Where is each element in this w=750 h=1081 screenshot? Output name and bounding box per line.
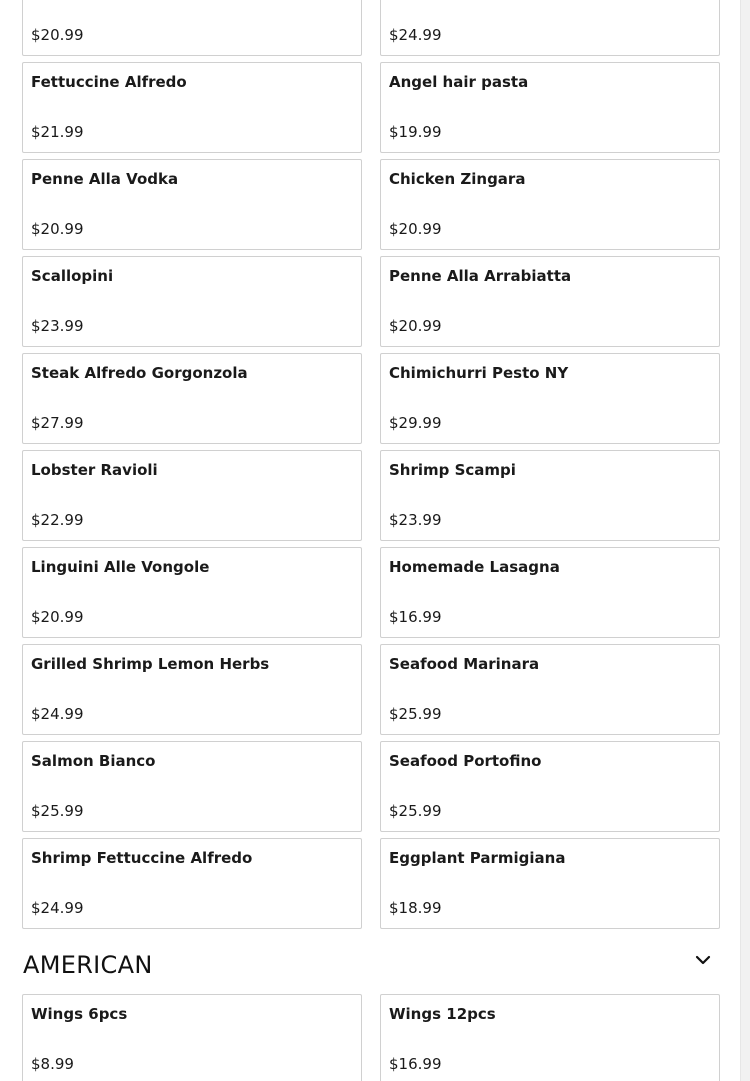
- menu-item-card[interactable]: [380, 644, 720, 735]
- menu-item-name: Homemade Lasagna: [389, 558, 560, 576]
- menu-item-card[interactable]: [22, 62, 362, 153]
- menu-item-card[interactable]: [22, 547, 362, 638]
- menu-item-name: Linguini Alle Vongole: [31, 558, 210, 576]
- menu-item-price: $23.99: [31, 317, 84, 335]
- menu-item-price: $24.99: [31, 705, 84, 723]
- menu-item-card[interactable]: [380, 353, 720, 444]
- menu-item-card[interactable]: [380, 256, 720, 347]
- menu-item-name: Grilled Shrimp Lemon Herbs: [31, 655, 270, 673]
- menu-item-name: Lobster Ravioli: [31, 461, 158, 479]
- menu-item-card[interactable]: [380, 159, 720, 250]
- menu-item-card[interactable]: [22, 256, 362, 347]
- menu-item-card[interactable]: [380, 994, 720, 1081]
- menu-item-name: Salmon Bianco: [31, 752, 156, 770]
- menu-item-name: Penne Alla Arrabiatta: [389, 267, 572, 285]
- menu-item-card[interactable]: [22, 0, 362, 56]
- menu-item-price: $20.99: [389, 220, 442, 238]
- menu-item-card[interactable]: [22, 450, 362, 541]
- menu-item-price: $19.99: [389, 123, 442, 141]
- menu-item-price: $16.99: [389, 1055, 442, 1073]
- menu-item-price: $21.99: [31, 123, 84, 141]
- menu-item-name: Shrimp Scampi: [389, 461, 516, 479]
- menu-item-name: Angel hair pasta: [389, 73, 529, 91]
- menu-item-card[interactable]: [380, 0, 720, 56]
- menu-item-card[interactable]: [22, 994, 362, 1081]
- menu-item-name: Chicken Zingara: [389, 170, 526, 188]
- menu-item-name: Wings 6pcs: [31, 1005, 128, 1023]
- menu-item-price: $20.99: [31, 26, 84, 44]
- menu-item-name: Chimichurri Pesto NY: [389, 364, 569, 382]
- section-title: AMERICAN: [23, 951, 153, 979]
- menu-item-card[interactable]: [22, 838, 362, 929]
- section-header-american[interactable]: [22, 946, 720, 986]
- menu-item-name: Eggplant Parmigiana: [389, 849, 566, 867]
- menu-item-price: $20.99: [31, 220, 84, 238]
- menu-item-price: $20.99: [389, 317, 442, 335]
- menu-item-price: $27.99: [31, 414, 84, 432]
- menu-item-name: Shrimp Fettuccine Alfredo: [31, 849, 253, 867]
- menu-item-price: $25.99: [389, 705, 442, 723]
- menu-item-name: Penne Alla Vodka: [31, 170, 179, 188]
- menu-item-name: Wings 12pcs: [389, 1005, 496, 1023]
- chevron-down-icon[interactable]: [694, 952, 712, 966]
- menu-item-price: $25.99: [31, 802, 84, 820]
- menu-item-name: Seafood Portofino: [389, 752, 542, 770]
- american-items-grid: [22, 994, 720, 1081]
- menu-item-name: Scallopini: [31, 267, 114, 285]
- page-scrollbar[interactable]: [740, 0, 750, 1081]
- menu-item-name: Steak Alfredo Gorgonzola: [31, 364, 248, 382]
- menu-item-price: $24.99: [389, 26, 442, 44]
- pasta-items-grid: [22, 0, 720, 929]
- menu-item-price: $8.99: [31, 1055, 74, 1073]
- menu-item-card[interactable]: [22, 353, 362, 444]
- menu-item-price: $25.99: [389, 802, 442, 820]
- menu-item-card[interactable]: [22, 159, 362, 250]
- menu-item-price: $22.99: [31, 511, 84, 529]
- menu-item-price: $20.99: [31, 608, 84, 626]
- menu-item-card[interactable]: [380, 62, 720, 153]
- menu-item-price: $23.99: [389, 511, 442, 529]
- menu-item-card[interactable]: [380, 741, 720, 832]
- menu-item-price: $16.99: [389, 608, 442, 626]
- menu-item-card[interactable]: [380, 838, 720, 929]
- menu-item-price: $24.99: [31, 899, 84, 917]
- menu-item-price: $29.99: [389, 414, 442, 432]
- menu-item-name: Fettuccine Alfredo: [31, 73, 187, 91]
- menu-item-price: $18.99: [389, 899, 442, 917]
- menu-item-card[interactable]: [22, 644, 362, 735]
- menu-item-name: Seafood Marinara: [389, 655, 540, 673]
- menu-item-card[interactable]: [380, 450, 720, 541]
- chevron-down-glyph: [694, 953, 712, 967]
- menu-item-card[interactable]: [380, 547, 720, 638]
- menu-item-card[interactable]: [22, 741, 362, 832]
